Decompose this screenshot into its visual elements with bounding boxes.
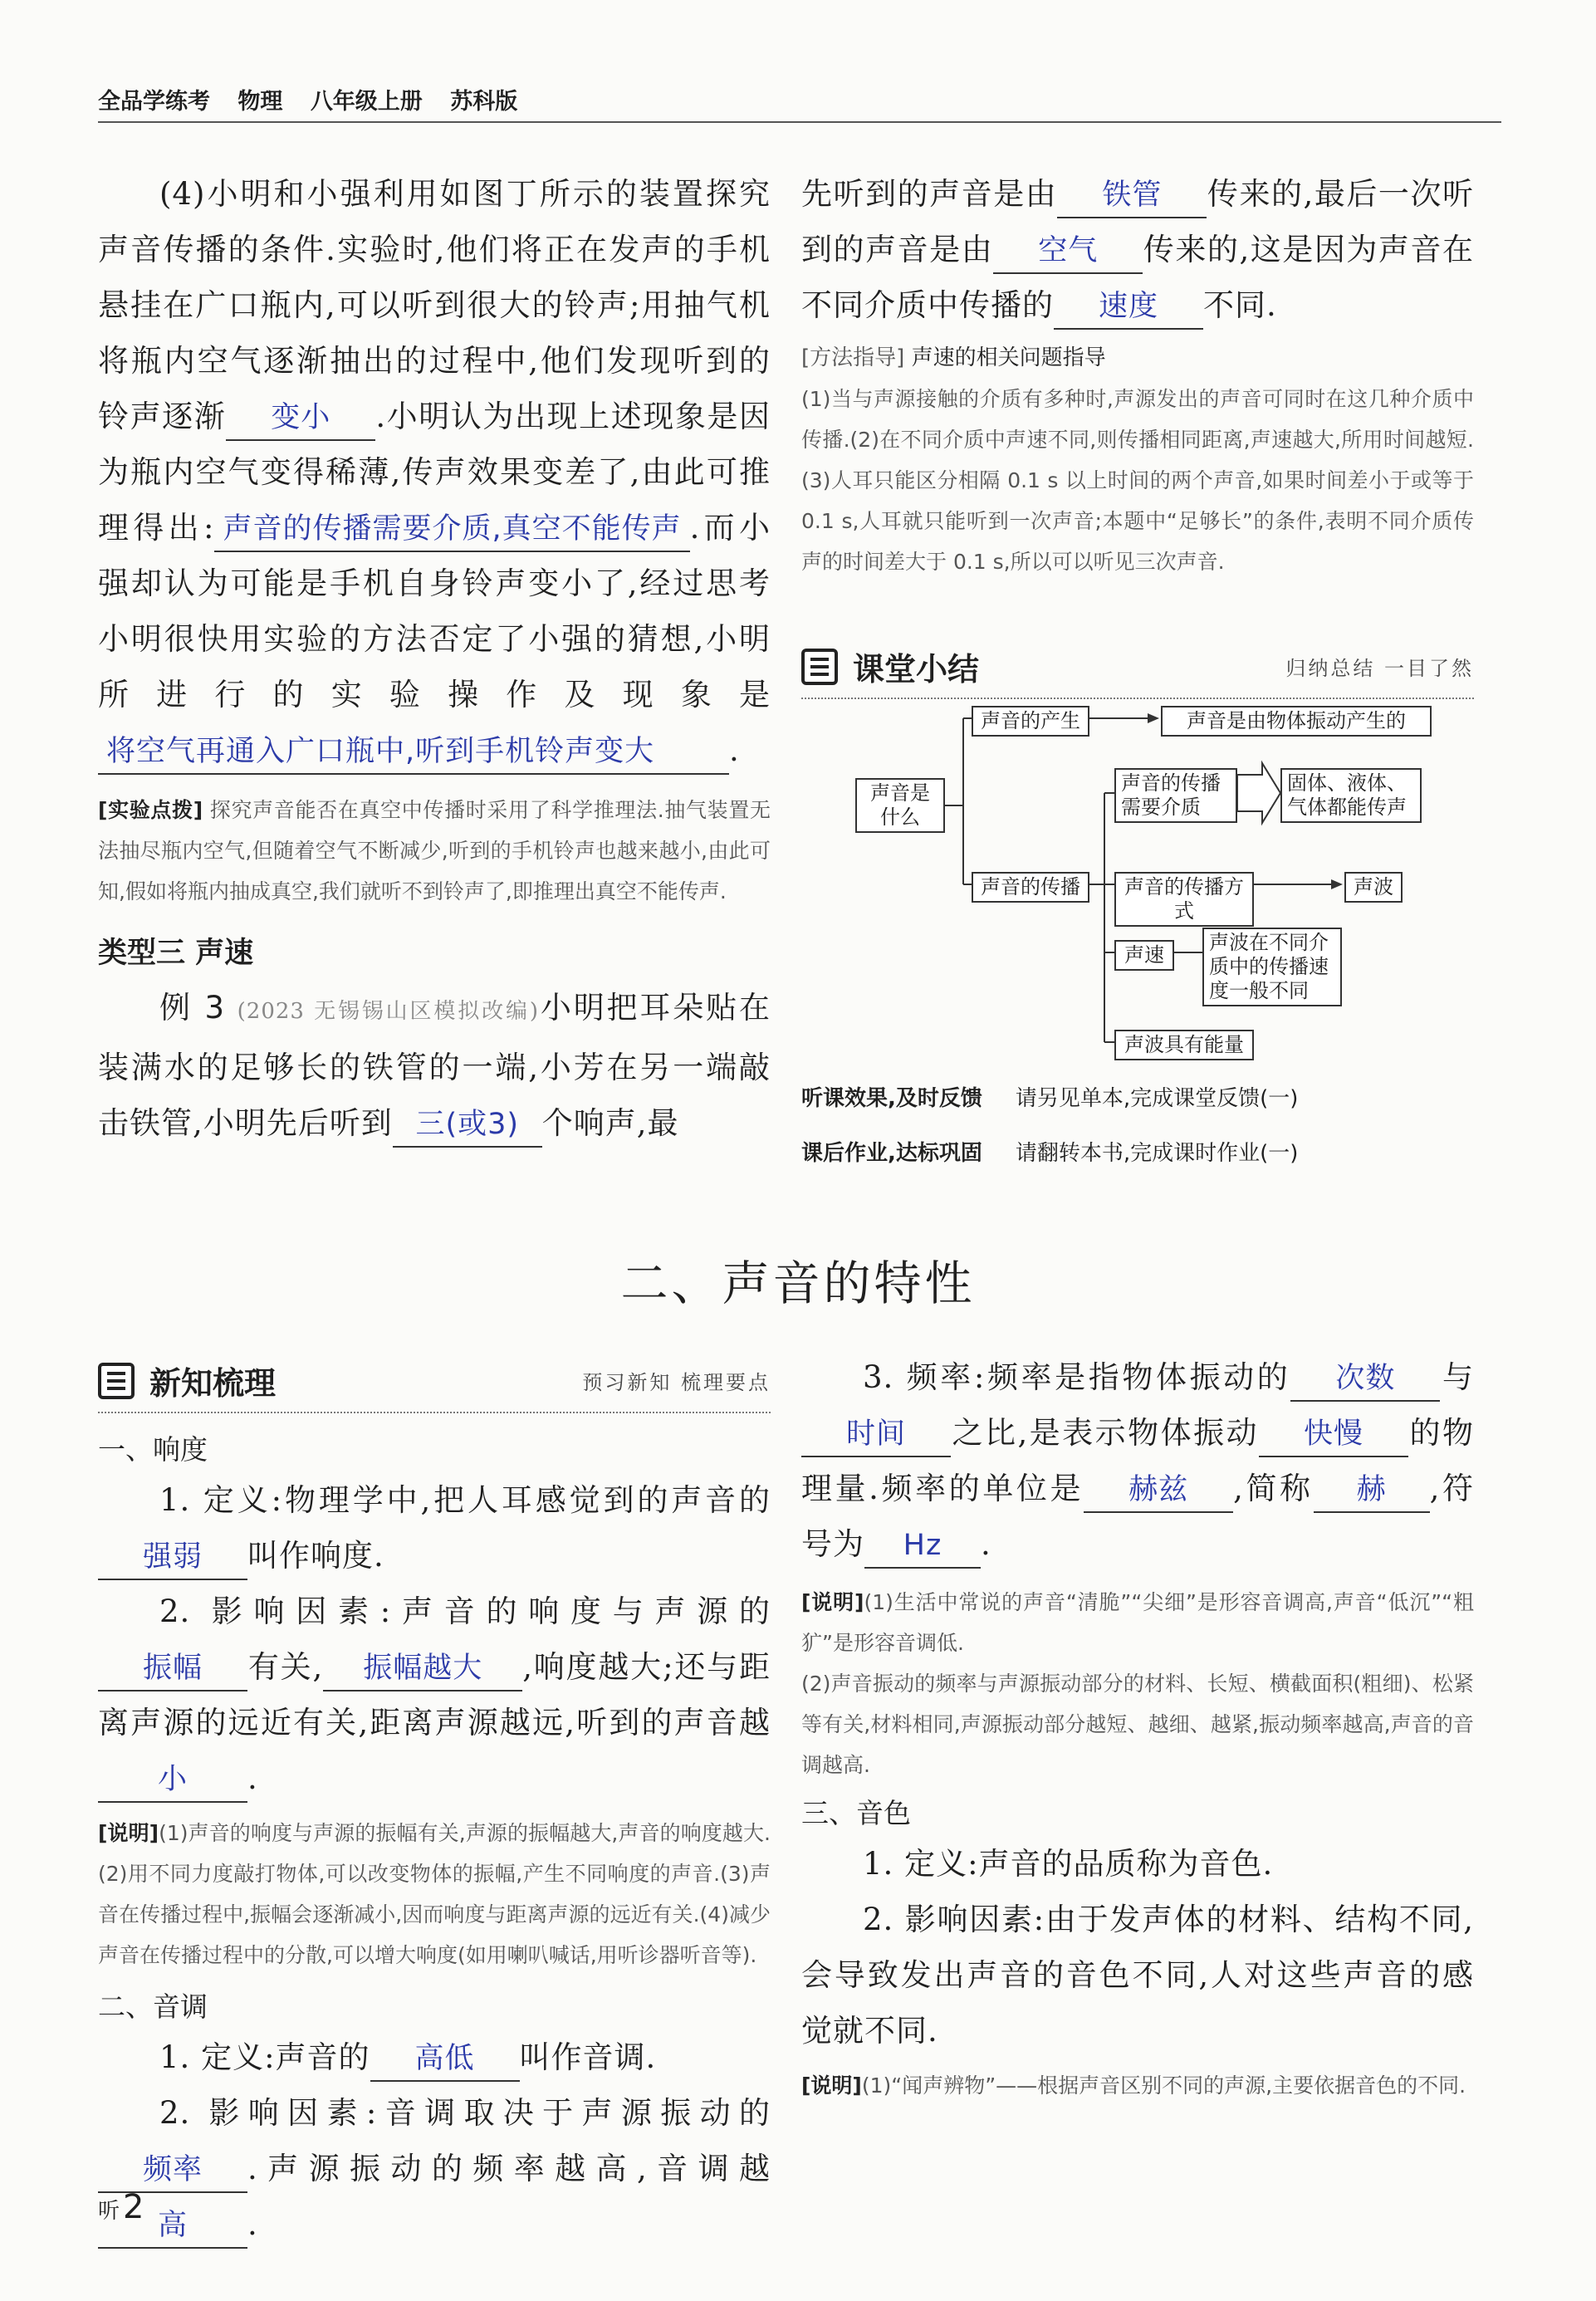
answer-blank[interactable]: 快慢 <box>1259 1412 1408 1457</box>
node-medium-desc: 固体、液体、气体都能传声 <box>1280 768 1422 823</box>
node-root: 声音是什么 <box>855 778 945 833</box>
pitch-factors: 2. 影响因素:音调取决于声源振动的频率 .声源振动的频率越高,音调越高 . <box>98 2085 771 2252</box>
node-produce: 声音的产生 <box>972 706 1089 737</box>
answer-blank[interactable]: 空气 <box>993 229 1143 274</box>
new-knowledge-block <box>98 1358 771 2252</box>
new-knowledge-icon <box>98 1363 135 1399</box>
loudness-definition: 1. 定义:物理学中,把人耳感觉到的声音的强弱 叫作响度. <box>98 1472 771 1584</box>
answer-blank[interactable]: 三(或3) <box>393 1103 542 1148</box>
feedback-rows <box>801 1071 1474 1181</box>
right-bottom-block <box>801 1349 1474 2106</box>
answer-blank[interactable]: 高低 <box>370 2037 520 2082</box>
timbre-definition: 1. 定义:声音的品质称为音色. <box>863 1846 1274 1882</box>
page-header <box>98 83 1501 123</box>
node-mode: 声音的传播方式 <box>1114 872 1254 927</box>
header-subject: 物理 <box>237 89 283 115</box>
new-knowledge-title: 新知梳理 <box>149 1365 277 1402</box>
new-knowledge-subtitle: 预习新知 梳理要点 <box>582 1371 771 1394</box>
answer-blank[interactable]: 铁管 <box>1057 174 1207 218</box>
answer-blank[interactable]: 高 <box>98 2204 247 2249</box>
method-guide-heading: [方法指导] 声速的相关问题指导 <box>801 345 1106 370</box>
question-4: (4)小明和小强利用如图丁所示的装置探究声音传播的条件.实验时,他们将正在发声的手机悬挂在广口瓶内,可以听到很大的铃声;用抽气机将瓶内空气逐渐抽出的过程中,他们发现听到的铃声逐渐 变小 .小明认为出现上述现象是因为瓶内空气变得稀薄,传声效果变差了,由此可推理得出: 声音的传播需要介质,真空不能传声 .而小强却认为可能是手机自身铃声变小了,经过思考小明很快用实验的方法否定了小强的猜想,小明所进行的实验操作及现象是将空气再通入广口瓶中,听到手机铃声变大 . <box>98 166 771 778</box>
left-top-block <box>98 166 771 1151</box>
experiment-note: [实验点拨] 探究声音能否在真空中传播时采用了科学推理法.抽气装置无法抽尽瓶内空气,但随着空气不断减少,听到的手机铃声也越来越小,由此可知,假如将瓶内抽成真空,我们就听不到铃声了,即推理出真空不能传声. <box>98 798 771 903</box>
loudness-note: [说明](1)声音的响度与声源的振幅有关,声源的振幅越大,声音的响度越大.(2)用不同力度敲打物体,可以改变物体的振幅,产生不同响度的声音.(3)声音在传播过程中,振幅会逐渐减小,因而响度与距离声源的远近有关.(4)减少声音在传播过程中的分散,可以增大响度(如用喇叭喊话,用听诊器听音等). <box>98 1821 771 1967</box>
summary-icon <box>801 649 838 685</box>
answer-blank[interactable]: 速度 <box>1054 285 1203 330</box>
page-number: 听 2 <box>98 2188 144 2226</box>
answer-blank[interactable]: 小 <box>98 1758 247 1803</box>
answer-blank[interactable]: 强弱 <box>98 1535 247 1580</box>
right-top-block <box>801 166 1474 582</box>
section-loudness: 一、响度 <box>98 1433 208 1466</box>
summary-title: 课堂小结 <box>853 651 980 688</box>
summary-diagram <box>847 702 1478 1067</box>
timbre-factors: 2. 影响因素:由于发声体的材料、结构不同,会导致发出声音的音色不同,人对这些声音的感觉就不同. <box>801 1902 1474 2049</box>
chapter-title: 二、声音的特性 <box>620 1256 976 1311</box>
answer-blank[interactable]: 振幅 <box>98 1647 247 1691</box>
loudness-factors: 2. 影响因素:声音的响度与声源的振幅 有关, 振幅越大 ,响度越大;还与距离声源的远近有关,距离声源越远,听到的声音越小 . <box>98 1584 771 1806</box>
node-produce-desc: 声音是由物体振动产生的 <box>1161 706 1432 737</box>
method-guide-text: (1)当与声源接触的介质有多种时,声源发出的声音可同时在这几种介质中传播.(2)在不同介质中声速不同,则传播相同距离,声速越大,所用时间越短.(3)人耳只能区分相隔 0.1 s 以上时间的两个声音,如果时间差小于或等于 0.1 s,人耳就只能听到一次声音;本题中“足够长”的条件,表明不同介质传声的时间差大于 0.1 s,所以可以听见三次声音. <box>801 387 1474 574</box>
node-wave: 声波 <box>1344 872 1403 903</box>
example-3-continued: 先听到的声音是由 铁管 传来的,最后一次听到的声音是由 空气 传来的,这是因为声音在不同介质中传播的 速度 不同. <box>801 166 1474 333</box>
answer-blank[interactable]: 次数 <box>1290 1357 1440 1402</box>
header-brand: 全品学练考 <box>98 89 210 115</box>
node-speed: 声速 <box>1114 940 1174 971</box>
feedback-row: 听课效果,及时反馈 请另见单本,完成课堂反馈(一) <box>801 1086 1299 1111</box>
example-3: 例 3 (2023 无锡锡山区模拟改编)小明把耳朵贴在装满水的足够长的铁管的一端,小芳在另一端敲击铁管,小明先后听到 三(或3) 个响声,最 <box>98 980 771 1151</box>
summary-header <box>801 644 1474 699</box>
node-propagate: 声音的传播 <box>972 872 1089 903</box>
answer-blank[interactable]: 声音的传播需要介质,真空不能传声 <box>214 507 689 552</box>
header-edition: 苏科版 <box>450 89 518 115</box>
answer-blank[interactable]: 赫兹 <box>1084 1468 1233 1513</box>
type3-heading: 类型三 声速 <box>98 937 254 970</box>
frequency-note-2: (2)声音振动的频率与声源振动部分的材料、长短、横截面积(粗细)、松紧等有关,材料相同,声源振动部分越短、越细、越紧,振动频率越高,声音的音调越高. <box>801 1672 1474 1777</box>
answer-blank[interactable]: 振幅越大 <box>323 1647 522 1691</box>
node-energy: 声波具有能量 <box>1114 1030 1254 1060</box>
node-speed-desc: 声波在不同介质中的传播速度一般不同 <box>1202 928 1342 1006</box>
answer-blank[interactable]: 频率 <box>98 2148 247 2193</box>
frequency-note-1: [说明](1)生活中常说的声音“清脆”“尖细”是形容音调高,声音“低沉”“粗犷”是形容音调低. <box>801 1590 1474 1655</box>
summary-subtitle: 归纳总结 一目了然 <box>1285 657 1474 680</box>
section-pitch: 二、音调 <box>98 1990 208 2023</box>
section-timbre: 三、音色 <box>801 1797 911 1829</box>
node-medium: 声音的传播需要介质 <box>1114 768 1237 823</box>
pitch-definition: 1. 定义:声音的 高低 叫作音调. <box>98 2029 771 2085</box>
homework-row: 课后作业,达标巩固 请翻转本书,完成课时作业(一) <box>801 1141 1299 1166</box>
answer-blank[interactable]: 时间 <box>801 1412 951 1457</box>
timbre-note: [说明](1)“闻声辨物”——根据声音区别不同的声源,主要依据音色的不同. <box>801 2073 1466 2098</box>
answer-blank[interactable]: 赫 <box>1314 1468 1430 1513</box>
frequency-definition: 3. 频率:频率是指物体振动的 次数 与时间 之比,是表示物体振动 快慢 的物理量.频率的单位是 赫兹 ,简称 赫 ,符号为 Hz . <box>801 1349 1474 1572</box>
answer-blank[interactable]: Hz <box>864 1524 981 1569</box>
answer-blank[interactable]: 变小 <box>226 396 375 441</box>
answer-blank[interactable]: 将空气再通入广口瓶中,听到手机铃声变大 <box>98 730 729 775</box>
header-grade: 八年级上册 <box>310 89 423 115</box>
